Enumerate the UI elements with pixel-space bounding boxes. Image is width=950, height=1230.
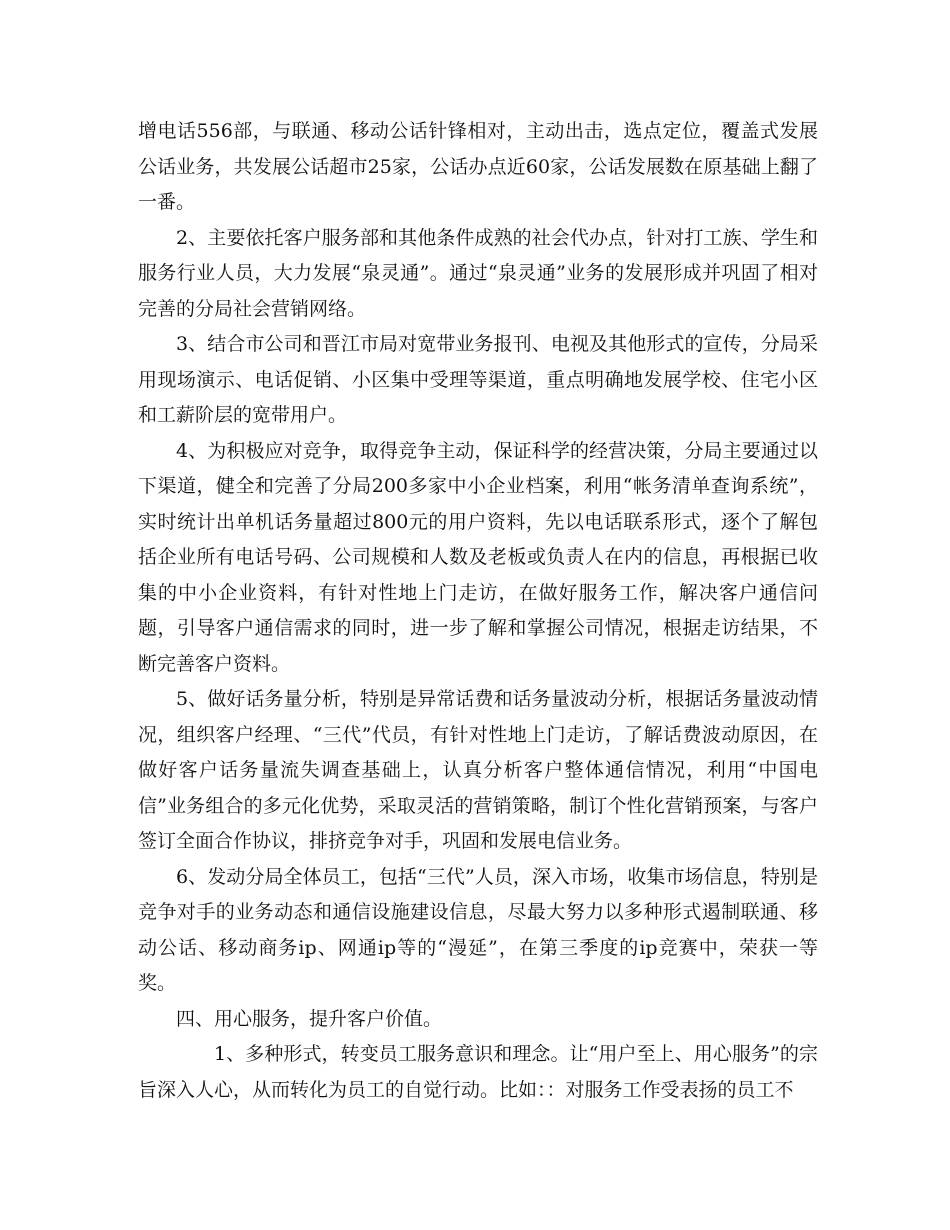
paragraph-item-5: 5、做好话务量分析，特别是异常话费和话务量波动分析，根据话务量波动情况，组织客户经理、“三代”代员，有针对性地上门走访，了解话费波动原因，在做好客户话务量流失调查基础上，认真分析客户整体通信情况，利用“中国电信”业务组合的多元化优势，采取灵活的营销策略，制订个性化营销预案，与客户签订全面合作协议，排挤竞争对手，巩固和发展电信业务。: [138, 688, 818, 852]
paragraph-item-6: 6、发动分局全体员工，包括“三代”人员，深入市场，收集市场信息，特别是竞争对手的业务动态和通信设施建设信息，尽最大努力以多种形式遏制联通、移动公话、移动商务ip、网通ip等的“漫延”，在第三季度的ip竞赛中，荣获一等奖。: [138, 865, 818, 994]
paragraph-item-2: 2、主要依托客户服务部和其他条件成熟的社会代办点，针对打工族、学生和服务行业人员，大力发展“泉灵通”。通过“泉灵通”业务的发展形成并巩固了相对完善的分局社会营销网络。: [138, 226, 818, 320]
section-heading-4: 四、用心服务，提升客户价值。: [176, 1007, 443, 1030]
paragraph-subitem-1: 1、多种形式，转变员工服务意识和理念。让“用户至上、用心服务”的宗旨深入人心，从而转化为员工的自觉行动。比如：：对服务工作受表扬的员工不: [138, 1043, 818, 1101]
document-body: [138, 114, 818, 1108]
paragraph-item-3: 3、结合市公司和晋江市局对宽带业务报刊、电视及其他形式的宣传，分局采用现场演示、电话促销、小区集中受理等渠道，重点明确地发展学校、住宅小区和工薪阶层的宽带用户。: [138, 333, 818, 426]
paragraph-item-4: 4、为积极应对竞争，取得竞争主动，保证科学的经营决策，分局主要通过以下渠道，健全和完善了分局200多家中小企业档案，利用“帐务清单查询系统”，实时统计出单机话务量超过800元的用户资料，先以电话联系形式，逐个了解包括企业所有电话号码、公司规模和人数及老板或负责人在内的信息，再根据已收集的中小企业资料，有针对性地上门走访，在做好服务工作，解决客户通信问题，引导客户通信需求的同时，进一步了解和掌握公司情况，根据走访结果，不断完善客户资料。: [138, 439, 818, 675]
paragraph-continuation: 增电话556部，与联通、移动公话针锋相对，主动出击，选点定位，覆盖式发展公话业务，共发展公话超市25家，公话办点近60家，公话发展数在原基础上翻了一番。: [138, 120, 818, 213]
